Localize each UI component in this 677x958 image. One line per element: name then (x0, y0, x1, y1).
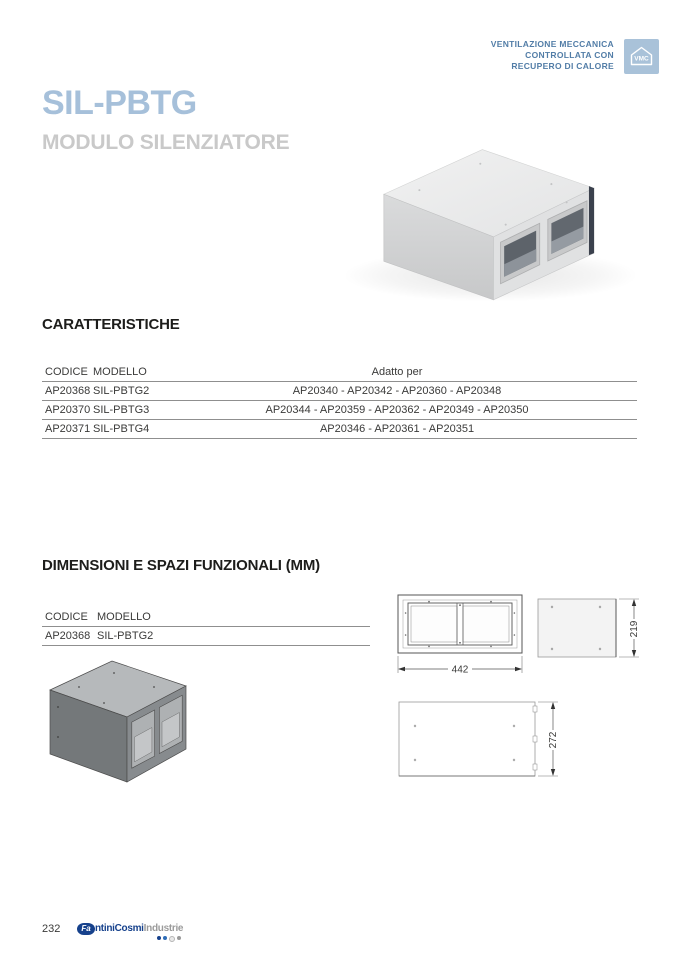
page-subtitle: MODULO SILENZIATORE (42, 131, 290, 154)
logo-dot (169, 936, 175, 942)
col-header-codice: CODICE (42, 363, 90, 382)
col-header-adatto-per: Adatto per (157, 363, 637, 382)
dimension-height-label: 219 (629, 620, 640, 638)
logo-dots (77, 936, 183, 942)
tagline-line-3: RECUPERO DI CALORE (511, 61, 614, 71)
header-tagline (491, 39, 614, 72)
logo-mark-text: Fa (81, 924, 91, 933)
cell-adatto-per: AP20346 - AP20361 - AP20351 (157, 420, 637, 439)
dimension-depth-label: 272 (548, 731, 559, 749)
cell-codice: AP20368 (42, 382, 90, 401)
table-header-row (42, 608, 370, 627)
cad-render (34, 645, 212, 797)
logo-name: ntiniCosmi (95, 923, 144, 934)
logo-mark (77, 923, 95, 935)
tagline-line-1: VENTILAZIONE MECCANICA (490, 39, 614, 49)
cell-codice: AP20371 (42, 420, 90, 439)
vmc-house-icon (627, 42, 656, 71)
cell-modello: SIL-PBTG2 (94, 627, 370, 646)
top-view-drawing (396, 698, 568, 800)
table-row (42, 382, 637, 401)
front-view-drawing (396, 593, 530, 685)
section-heading-caratteristiche: CARATTERISTICHE (42, 316, 180, 333)
caratteristiche-table (42, 363, 637, 439)
svg-text:VMC: VMC (634, 55, 649, 63)
logo-dot (157, 936, 161, 940)
vmc-badge (624, 39, 659, 74)
table-row (42, 401, 637, 420)
col-header-codice: CODICE (42, 608, 94, 627)
page-number: 232 (42, 923, 61, 935)
logo-dot (163, 936, 167, 940)
col-header-modello: MODELLO (90, 363, 157, 382)
side-view-drawing (534, 593, 646, 685)
tagline-line-2: CONTROLLATA CON (525, 50, 614, 60)
table-header-row (42, 363, 637, 382)
cell-codice: AP20370 (42, 401, 90, 420)
cell-modello: SIL-PBTG3 (90, 401, 157, 420)
cell-adatto-per: AP20340 - AP20342 - AP20360 - AP20348 (157, 382, 637, 401)
cell-modello: SIL-PBTG2 (90, 382, 157, 401)
section-heading-dimensioni: DIMENSIONI E SPAZI FUNZIONALI (MM) (42, 557, 320, 574)
page-title: SIL-PBTG (42, 84, 197, 122)
cell-modello: SIL-PBTG4 (90, 420, 157, 439)
fantini-cosmi-logo (77, 922, 183, 942)
dimensioni-table (42, 608, 370, 646)
table-row (42, 627, 370, 646)
logo-dot (177, 936, 181, 940)
col-header-modello: MODELLO (94, 608, 370, 627)
cell-codice: AP20368 (42, 627, 94, 646)
product-photo (328, 110, 658, 315)
logo-suffix: Industrie (143, 923, 184, 934)
cell-adatto-per: AP20344 - AP20359 - AP20362 - AP20349 - AP20350 (157, 401, 637, 420)
table-row (42, 420, 637, 439)
dimension-width-label: 442 (451, 664, 469, 676)
